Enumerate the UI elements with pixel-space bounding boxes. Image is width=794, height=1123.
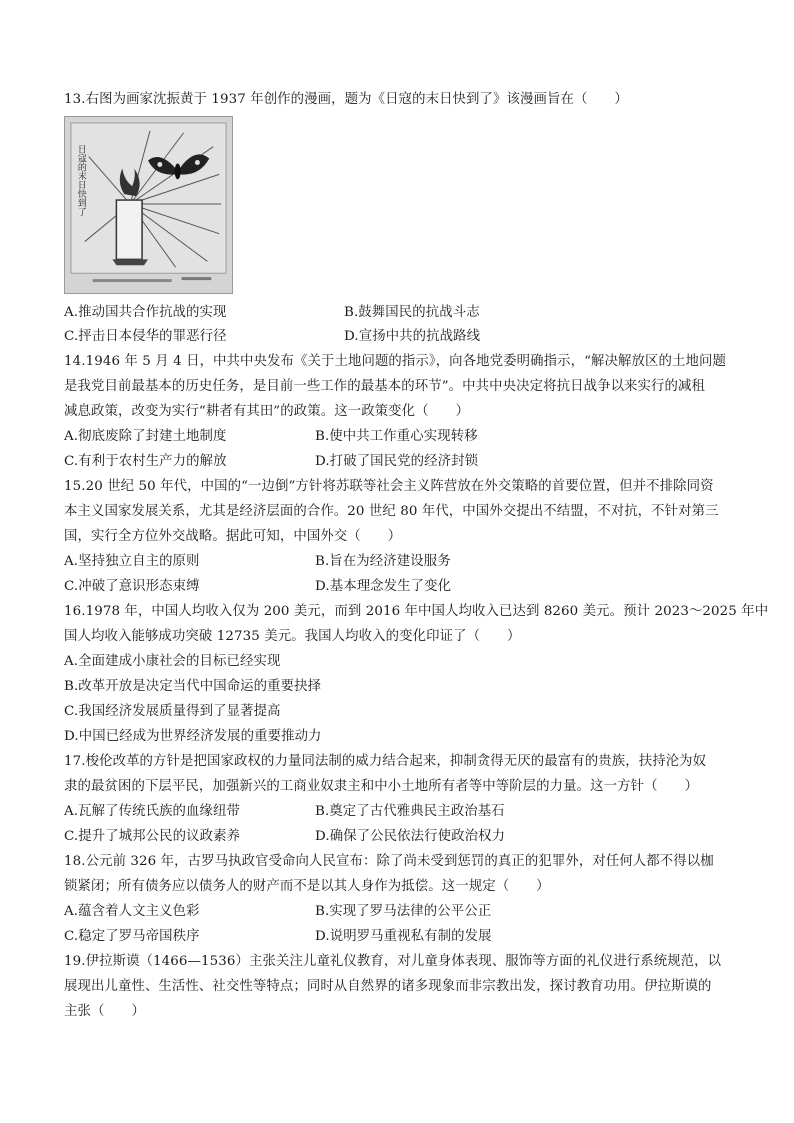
q17-stem-line2: 隶的最贫困的下层平民，加强新兴的工商业奴隶主和中小土地所有者等中等阶层的力量。这一方针（ ） [64, 779, 699, 794]
q14-option-c[interactable]: C.有利于农村生产力的解放 [64, 454, 227, 469]
q19-stem-line2: 展现出儿童性、生活性、社交性等特点；同时从自然界的诸多现象而非宗教出发，探讨教育功用。伊拉斯谟的 [64, 979, 712, 994]
q14-stem-line3: 减息政策，改变为实行“耕者有其田”的政策。这一政策变化（ ） [64, 404, 470, 419]
q17-option-d[interactable]: D.确保了公民依法行使政治权力 [315, 829, 506, 844]
q14-option-d[interactable]: D.打破了国民党的经济封锁 [315, 454, 479, 469]
q16-option-d[interactable]: D.中国已经成为世界经济发展的重要推动力 [64, 729, 322, 744]
q16-stem-line2: 国人均收入能够成功突破 12735 美元。我国人均收入的变化印证了（ ） [64, 629, 521, 644]
q18-option-a[interactable]: A.蕴含着人文主义色彩 [64, 904, 200, 919]
q15-option-a[interactable]: A.坚持独立自主的原则 [64, 554, 200, 569]
q17-stem-line1: 17.梭伦改革的方针是把国家政权的力量同法制的威力结合起来，抑制贪得无厌的最富有的贵族，扶持沦为奴 [64, 754, 707, 769]
q13-stem: 13.右图为画家沈振黄于 1937 年创作的漫画，题为《日寇的末日快到了》该漫画旨在（ ） [64, 92, 628, 107]
cartoon-caption: 日寇的末日快到了 [75, 144, 86, 216]
q18-stem-line1: 18.公元前 326 年，古罗马执政官受命向人民宣布：除了尚未受到惩罚的真正的犯罪外，对任何人都不得以枷 [64, 854, 714, 869]
q18-option-b[interactable]: B.实现了罗马法律的公平公正 [315, 904, 492, 919]
q13-option-d[interactable]: D.宣扬中共的抗战路线 [344, 329, 481, 344]
q18-option-d[interactable]: D.说明罗马重视私有制的发展 [315, 929, 492, 944]
q16-option-a[interactable]: A.全面建成小康社会的目标已经实现 [64, 654, 281, 669]
q14-stem-line2: 是我党目前最基本的历史任务，是目前一些工作的最基本的环节”。中共中央决定将抗日战争以来实行的减租 [64, 379, 706, 394]
candle-icon [116, 200, 142, 259]
q15-stem-line3: 国，实行全方位外交战略。据此可知，中国外交（ ） [64, 529, 402, 544]
q16-option-b[interactable]: B.改革开放是决定当代中国命运的重要抉择 [64, 679, 322, 694]
q16-option-c[interactable]: C.我国经济发展质量得到了显著提高 [64, 704, 281, 719]
q13-cartoon-image [64, 116, 233, 294]
q15-option-b[interactable]: B.旨在为经济建设服务 [315, 554, 451, 569]
q18-option-c[interactable]: C.稳定了罗马帝国秩序 [64, 929, 200, 944]
q13-option-c[interactable]: C.抨击日本侵华的罪恶行径 [64, 329, 227, 344]
q15-stem-line1: 15.20 世纪 50 年代，中国的“一边倒”方针将苏联等社会主义阵营放在外交策略的首要位置，但并不排除同资 [64, 479, 714, 494]
q13-option-b[interactable]: B.鼓舞国民的抗战斗志 [344, 305, 480, 320]
q15-option-d[interactable]: D.基本理念发生了变化 [315, 579, 452, 594]
q19-stem-line1: 19.伊拉斯谟（1466—1536）主张关注儿童礼仪教育，对儿童身体表现、服饰等方面的礼仪进行系统规范，以 [64, 954, 722, 969]
q16-stem-line1: 16.1978 年，中国人均收入仅为 200 美元，而到 2016 年中国人均收入已达到 8260 美元。预计 2023～2025 年中 [64, 604, 769, 619]
q14-stem-line1: 14.1946 年 5 月 4 日，中共中央发布《关于土地问题的指示》，向各地党委明确指示，“解决解放区的土地问题 [64, 354, 726, 369]
q15-stem-line2: 本主义国家发展关系，尤其是经济层面的合作。20 世纪 80 年代，中国外交提出不结盟，不对抗，不针对第三 [64, 504, 719, 519]
q18-stem-line2: 锁紧闭；所有债务应以债务人的财产而不是以其人身作为抵偿。这一规定（ ） [64, 879, 550, 894]
q19-stem-line3: 主张（ ） [64, 1004, 145, 1019]
q17-option-a[interactable]: A.瓦解了传统氏族的血缘纽带 [64, 804, 241, 819]
q13-option-a[interactable]: A.推动国共合作抗战的实现 [64, 305, 227, 320]
q14-option-a[interactable]: A.彻底废除了封建土地制度 [64, 429, 227, 444]
q17-option-b[interactable]: B.奠定了古代雅典民主政治基石 [315, 804, 505, 819]
q17-option-c[interactable]: C.提升了城邦公民的议政素养 [64, 829, 241, 844]
cartoon-drawing [65, 117, 232, 293]
q15-option-c[interactable]: C.冲破了意识形态束缚 [64, 579, 200, 594]
q14-option-b[interactable]: B.使中共工作重心实现转移 [315, 429, 478, 444]
